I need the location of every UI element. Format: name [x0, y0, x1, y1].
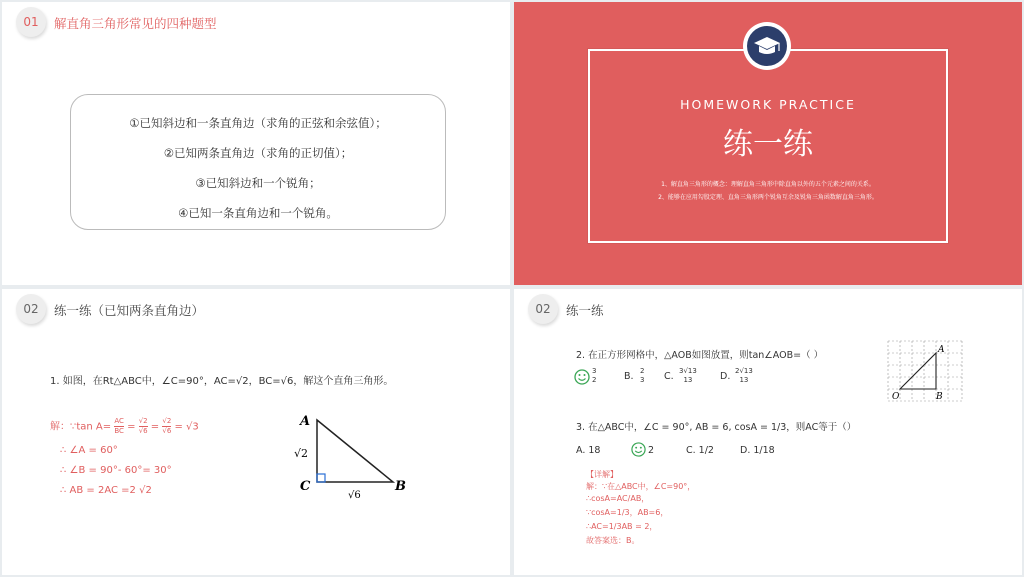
- section-number: 02: [528, 294, 558, 324]
- option-b-prefix: B.: [624, 371, 634, 382]
- smiley-icon: [631, 442, 646, 457]
- cap-badge: [743, 22, 791, 70]
- solution-line: 解：∵tan A= $\frac{AC}{BC}$ = $\frac{√2}{√6}$ = $\frac{√2}{√6}$ = √3: [50, 417, 199, 435]
- option-c: 3√13 13: [679, 367, 697, 384]
- option-a: A. 18: [576, 445, 601, 456]
- types-box: [70, 94, 446, 230]
- side-ac-label: √2: [294, 447, 309, 460]
- question-text: 1. 如图，在Rt△ABC中，∠C=90°，AC=√2，BC=√6，解这个直角三角形。: [50, 376, 394, 387]
- explanation-line: ∴AC=1/3AB = 2，: [586, 522, 658, 531]
- solution-label: 解：∵tan A=: [50, 421, 112, 433]
- type-item: ①已知斜边和一条直角边（求角的正弦和余弦值）；: [129, 116, 387, 130]
- point-b-label: B: [936, 392, 943, 402]
- fraction: $\frac{√2}{√6}$: [162, 417, 172, 435]
- option-b: 2 3: [640, 367, 645, 384]
- option-d-prefix: D.: [720, 371, 731, 382]
- panel-title: 解直角三角形常见的四种题型: [54, 16, 217, 31]
- type-item: ③已知斜边和一个锐角；: [195, 176, 321, 190]
- option-b: 2: [648, 445, 655, 456]
- point-a-label: A: [938, 345, 945, 355]
- panel-practice-2: [514, 289, 1022, 575]
- smiley-icon: [574, 369, 590, 385]
- vertex-a-label: A: [300, 414, 311, 429]
- cover-title: 练一练: [723, 127, 813, 162]
- explanation-line: 解：∵在△ABC中，∠C=90°，: [586, 482, 696, 491]
- option-c: C. 1/2: [686, 445, 714, 456]
- vertex-c-label: C: [300, 479, 311, 494]
- cover-line: 1、解直角三角形的概念：理解直角三角形中除直角以外的五个元素之间的关系。: [661, 181, 875, 188]
- side-bc-label: √6: [348, 490, 361, 501]
- graduation-cap-icon: [747, 26, 787, 66]
- solution-step: ∴ AB = 2AC =2 √2: [60, 485, 152, 496]
- cover-line: 2、能够在应用勾股定理、直角三角形两个锐角互余及锐角三角函数解直角三角形。: [658, 194, 878, 201]
- explanation-line: ∴cosA=AC/AB，: [586, 494, 650, 503]
- explanation-line: 【详解】: [586, 470, 618, 479]
- fraction: $\frac{√2}{√6}$: [138, 417, 148, 435]
- vertex-b-label: B: [395, 479, 406, 494]
- triangle-aob: [900, 353, 936, 389]
- explanation-line: 故答案选：B。: [586, 536, 640, 545]
- type-item: ④已知一条直角边和一个锐角。: [178, 206, 338, 220]
- section-number: 02: [16, 294, 46, 324]
- right-angle-mark: [317, 474, 325, 482]
- triangle-shape: [317, 420, 393, 482]
- solution-result: = √3: [174, 421, 199, 433]
- question-2-text: 2. 在正方形网格中，△AOB如图放置，则tan∠AOB=（ ）: [576, 350, 824, 361]
- explanation-line: ∵cosA=1/3，AB=6，: [586, 508, 669, 517]
- panel-homework-cover: [514, 2, 1022, 285]
- point-o-label: O: [892, 392, 900, 402]
- option-d: D. 1/18: [740, 445, 775, 456]
- grid-figure: [886, 339, 964, 405]
- fraction: $\frac{AC}{BC}$: [114, 417, 124, 435]
- option-d: 2√13 13: [735, 367, 753, 384]
- solution-step: ∴ ∠B = 90°- 60°= 30°: [60, 465, 172, 476]
- cover-subtitle: HOMEWORK PRACTICE: [680, 97, 856, 112]
- solution-step: ∴ ∠A = 60°: [60, 445, 118, 456]
- panel-title: 练一练（已知两条直角边）: [54, 303, 205, 318]
- question-3-text: 3. 在△ABC中，∠C = 90°, AB = 6, cosA = 1/3，则AC等于（）: [576, 422, 857, 433]
- right-triangle-figure: [290, 411, 420, 501]
- option-a: 3 2: [592, 367, 597, 384]
- option-c-prefix: C.: [664, 371, 674, 382]
- type-item: ②已知两条直角边（求角的正切值）；: [163, 146, 353, 160]
- panel-title: 练一练: [566, 303, 604, 318]
- panel-practice-1: [2, 289, 510, 575]
- section-number: 01: [16, 7, 46, 37]
- panel-question-types: [2, 2, 510, 285]
